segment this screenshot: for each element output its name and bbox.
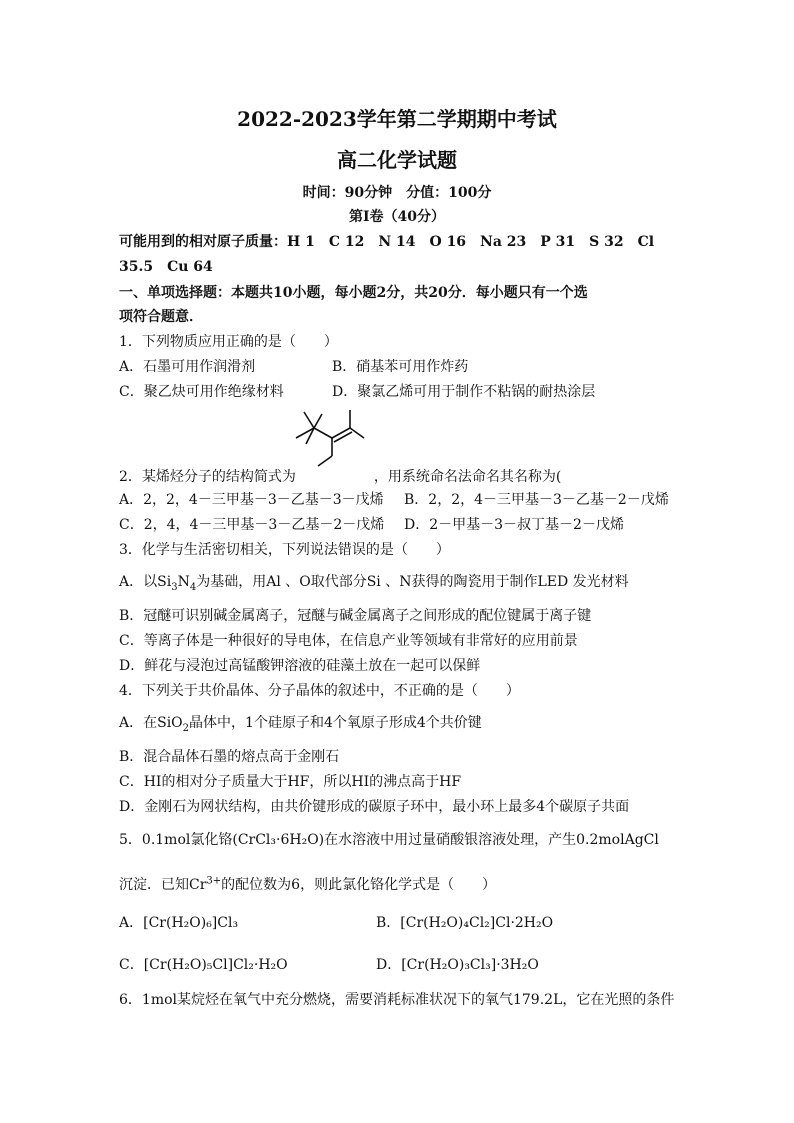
q4-a-subscript: 2 bbox=[182, 722, 190, 734]
q5-option-a: A．[Cr(H₂O)₆]Cl₃ bbox=[119, 915, 239, 931]
q3-stem: 3．化学与生活密切相关，下列说法错误的是（ ） bbox=[119, 542, 450, 558]
q6-stem-line-1: 6．1mol某烷烃在氧气中充分燃烧，需要消耗标准状况下的氧气179.2L，它在光照的条件 bbox=[119, 992, 675, 1008]
alkene-structure-diagram bbox=[292, 408, 372, 474]
q4-option-c: C．HI的相对分子质量大于HF，所以HI的沸点高于HF bbox=[119, 774, 462, 790]
q2-stem-suffix: ，用系统命名法命名其名称为( bbox=[373, 469, 562, 485]
q3-a-formula: $Si_3N_4$ bbox=[157, 574, 197, 593]
q5-line2-suffix: 的配位数为6，则此氯化铬化学式是（ ） bbox=[221, 877, 497, 893]
q2-option-c: C．2，4，4－三甲基－3－乙基－2－戊烯 bbox=[119, 517, 385, 533]
q3-a-suffix: 为基础，用Al 、O取代部分Si 、N获得的陶瓷用于制作LED 发光材料 bbox=[196, 574, 629, 590]
q1-stem: 1．下列物质应用正确的是（ ） bbox=[119, 334, 338, 350]
q1-option-c: C．聚乙炔可用作绝缘材料 bbox=[119, 384, 284, 400]
atomic-mass-line-1: 可能用到的相对原子质量：H 1 C 12 N 14 O 16 Na 23 P 31 S 32 Cl bbox=[119, 234, 655, 250]
q5-option-d: D．[Cr(H₂O)₃Cl₃]·3H₂O bbox=[376, 957, 539, 973]
q5-stem-line-1: 5．0.1mol氯化铬(CrCl₃·6H₂O)在水溶液中用过量硝酸银溶液处理，产生0.2molAgCl bbox=[119, 832, 659, 848]
q5-line2-superscript: 3+ bbox=[206, 875, 222, 887]
q3-option-c: C．等离子体是一种很好的导电体，在信息产业等领域有非常好的应用前景 bbox=[119, 633, 578, 649]
q5-stem-line-2 bbox=[119, 875, 496, 895]
exam-title: 2022-2023学年第二学期期中考试 bbox=[237, 107, 557, 131]
q2-stem-prefix: 2．某烯烃分子的结构简式为 bbox=[119, 469, 296, 485]
q2-option-d: D．2－甲基－3－叔丁基－2－戊烯 bbox=[404, 517, 624, 533]
q1-option-d: D．聚氯乙烯可用于制作不粘锅的耐热涂层 bbox=[332, 384, 596, 400]
q4-option-b: B．混合晶体石墨的熔点高于金刚石 bbox=[119, 749, 340, 765]
q2-stem bbox=[119, 467, 561, 487]
q3-option-b: B．冠醚可识别碱金属离子，冠醚与碱金属离子之间形成的配位键属于离子键 bbox=[119, 608, 592, 624]
part1-instructions-line-1: 一、单项选择题：本题共10小题，每小题2分，共20分．每小题只有一个选 bbox=[119, 285, 588, 301]
q4-option-a bbox=[119, 713, 482, 733]
q4-option-d: D．金刚石为网状结构，由共价键形成的碳原子环中，最小环上最多4个碳原子共面 bbox=[119, 799, 630, 815]
section-heading: 第Ⅰ卷（40分） bbox=[348, 209, 446, 225]
q2-option-b: B．2，2，4－三甲基－3－乙基－2－戊烯 bbox=[404, 492, 669, 508]
q4-a-suffix: 晶体中，1个硅原子和4个氧原子形成4个共价键 bbox=[189, 715, 482, 731]
q4-stem: 4．下列关于共价晶体、分子晶体的叙述中，不正确的是（ ） bbox=[119, 683, 520, 699]
q5-option-c: C．[Cr(H₂O)₅Cl]Cl₂·H₂O bbox=[119, 957, 288, 973]
exam-meta: 时间：90分钟 分值：100分 bbox=[302, 185, 492, 201]
exam-subtitle: 高二化学试题 bbox=[337, 148, 457, 172]
q5-line2-prefix: 沉淀．已知Cr bbox=[119, 877, 207, 893]
q4-a-prefix: A．在SiO bbox=[119, 715, 183, 731]
q5-option-b: B．[Cr(H₂O)₄Cl₂]Cl·2H₂O bbox=[376, 915, 554, 931]
q2-option-a: A．2，2，4－三甲基－3－乙基－3－戊烯 bbox=[119, 492, 384, 508]
q1-option-a: A．石墨可用作润滑剂 bbox=[119, 359, 256, 375]
part1-instructions-line-2: 项符合题意． bbox=[119, 309, 203, 325]
q1-option-b: B．硝基苯可用作炸药 bbox=[332, 359, 469, 375]
q3-a-prefix: A．以 bbox=[119, 574, 158, 590]
q3-option-d: D．鲜花与浸泡过高锰酸钾溶液的硅藻土放在一起可以保鲜 bbox=[119, 658, 481, 674]
q3-option-a bbox=[119, 572, 629, 592]
atomic-mass-line-2: 35.5 Cu 64 bbox=[119, 259, 213, 275]
